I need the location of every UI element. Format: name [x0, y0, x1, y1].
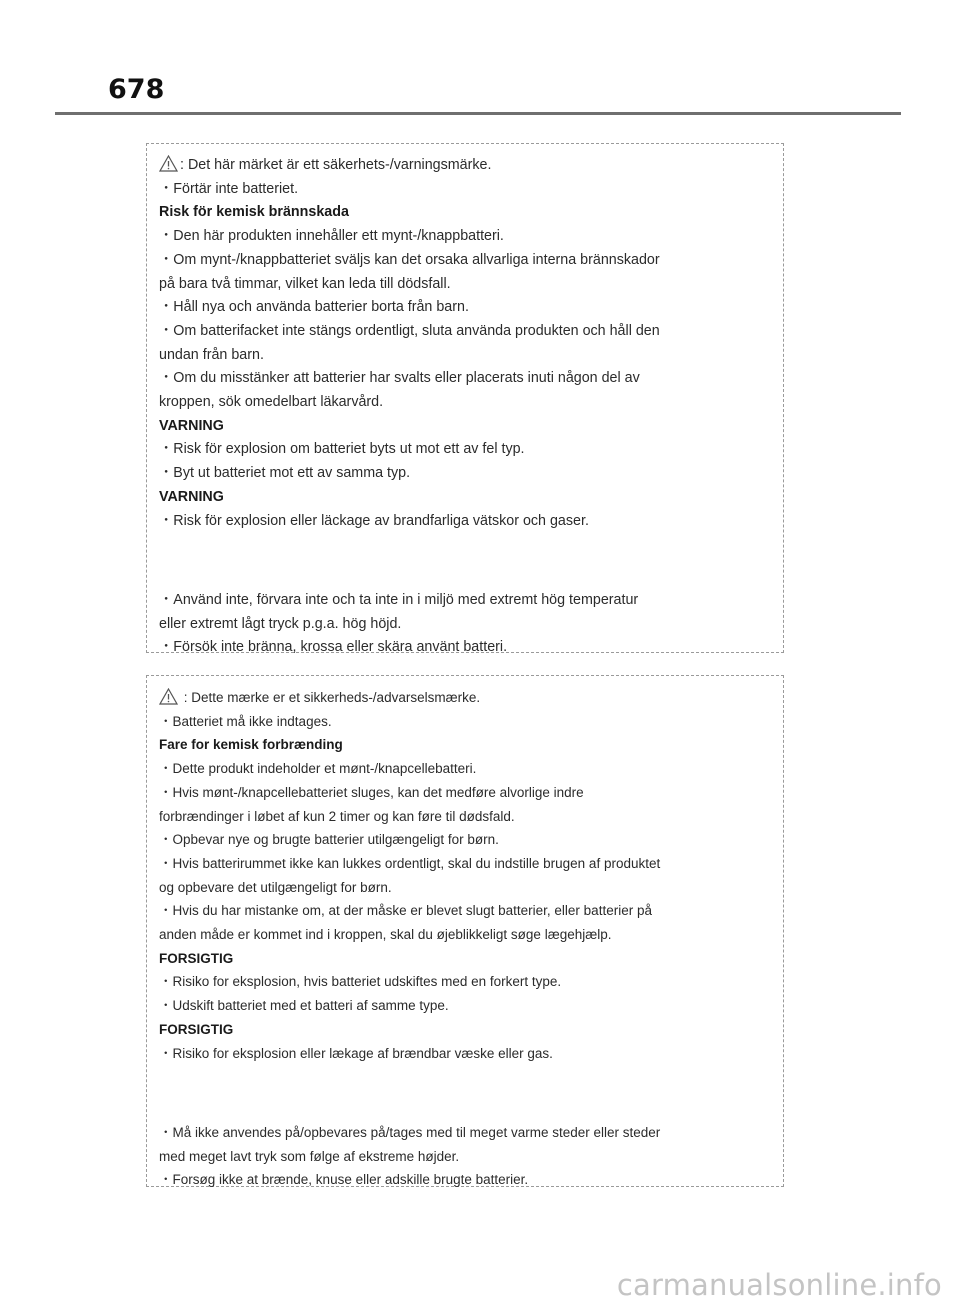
swedish-warning-box — [146, 143, 784, 656]
warning-text-line: ・Den här produkten innehåller ett mynt-/knappbatteri. — [159, 228, 504, 245]
warning-text-line: kroppen, sök omedelbart läkarvård. — [159, 394, 384, 411]
warning-text-line: ・Forsøg ikke at brænde, knuse eller adskille brugte batterier. — [159, 1172, 529, 1188]
site-watermark: carmanualsonline.info — [616, 1268, 942, 1302]
danish-warning-box — [146, 675, 784, 1187]
spacer-line — [159, 1081, 773, 1105]
warning-text-line: anden måde er kommet ind i kroppen, skal du øjeblikkeligt søge lægehjælp. — [159, 927, 612, 943]
warning-text-line: ・Må ikke anvendes på/opbevares på/tages med til meget varme steder eller steder — [159, 1124, 661, 1140]
warning-triangle-icon — [159, 155, 178, 172]
warning-intro-line — [159, 154, 773, 178]
page-number: 678 — [108, 74, 165, 105]
warning-intro-text: : Dette mærke er et sikkerheds-/advarselsmærke. — [180, 690, 481, 705]
warning-text-line: forbrændinger i løbet af kun 2 timer og kan føre til dødsfald. — [159, 808, 515, 824]
section-heading: FORSIGTIG — [159, 1021, 234, 1037]
section-heading: VARNING — [159, 488, 224, 505]
warning-text-line: ・Hvis du har mistanke om, at der måske er blevet slugt batterier, eller batterier på — [159, 903, 652, 919]
swedish-warning-lines — [159, 178, 773, 660]
danish-warning-lines — [159, 710, 773, 1192]
section-heading: FORSIGTIG — [159, 950, 234, 966]
warning-intro-line — [159, 686, 773, 710]
warning-intro-text: : Det här märket är ett säkerhets-/varningsmärke. — [180, 157, 492, 173]
warning-text-line: ・Använd inte, förvara inte och ta inte in i miljö med extremt hög temperatur — [159, 591, 639, 608]
warning-text-line: ・Om du misstänker att batterier har svalts eller placerats inuti någon del av — [159, 370, 640, 387]
warning-text-line: ・Udskift batteriet med et batteri af samme type. — [159, 998, 449, 1014]
warning-text-line: ・Håll nya och använda batterier borta från barn. — [159, 299, 469, 316]
warning-text-line: på bara två timmar, vilket kan leda till dödsfall. — [159, 275, 451, 292]
warning-text-line: ・Dette produkt indeholder et mønt-/knapcellebatteri. — [159, 761, 477, 777]
section-heading: Risk för kemisk brännskada — [159, 204, 349, 221]
warning-text-line: ・Om mynt-/knappbatteriet sväljs kan det orsaka allvarliga interna brännskador — [159, 251, 660, 268]
warning-text-line: undan från barn. — [159, 346, 264, 363]
warning-text-line: ・Risk för explosion om batteriet byts ut mot ett av fel typ. — [159, 441, 525, 458]
warning-text-line: ・Om batterifacket inte stängs ordentligt, sluta använda produkten och håll den — [159, 322, 660, 339]
warning-text-line: ・Hvis mønt-/knapcellebatteriet sluges, kan det medføre alvorlige indre — [159, 784, 584, 800]
warning-text-line: ・Byt ut batteriet mot ett av samma typ. — [159, 465, 411, 482]
warning-text-line: ・Hvis batterirummet ikke kan lukkes ordentligt, skal du indstille brugen af produktet — [159, 855, 661, 871]
warning-text-line: ・Försök inte bränna, krossa eller skära använt batteri. — [159, 639, 508, 656]
warning-text-line: og opbevare det utilgængeligt for børn. — [159, 879, 392, 895]
warning-text-line: ・Batteriet må ikke indtages. — [159, 713, 332, 729]
warning-text-line: ・Risiko for eksplosion, hvis batteriet udskiftes med en forkert type. — [159, 974, 562, 990]
spacer-line — [159, 549, 773, 573]
warning-text-line: ・Förtär inte batteriet. — [159, 180, 299, 197]
warning-text-line: ・Risiko for eksplosion eller lækage af brændbar væske eller gas. — [159, 1045, 553, 1061]
warning-text-line: ・Opbevar nye og brugte batterier utilgængeligt for børn. — [159, 832, 499, 848]
warning-text-line: med meget lavt tryk som følge af ekstreme højder. — [159, 1148, 460, 1164]
warning-triangle-icon — [159, 688, 178, 705]
warning-text-line: eller extremt lågt tryck p.g.a. hög höjd. — [159, 615, 402, 632]
warning-text-line: ・Risk för explosion eller läckage av brandfarliga vätskor och gaser. — [159, 512, 589, 529]
section-heading: VARNING — [159, 417, 224, 434]
header-divider — [55, 112, 901, 115]
section-heading: Fare for kemisk forbrænding — [159, 737, 343, 753]
